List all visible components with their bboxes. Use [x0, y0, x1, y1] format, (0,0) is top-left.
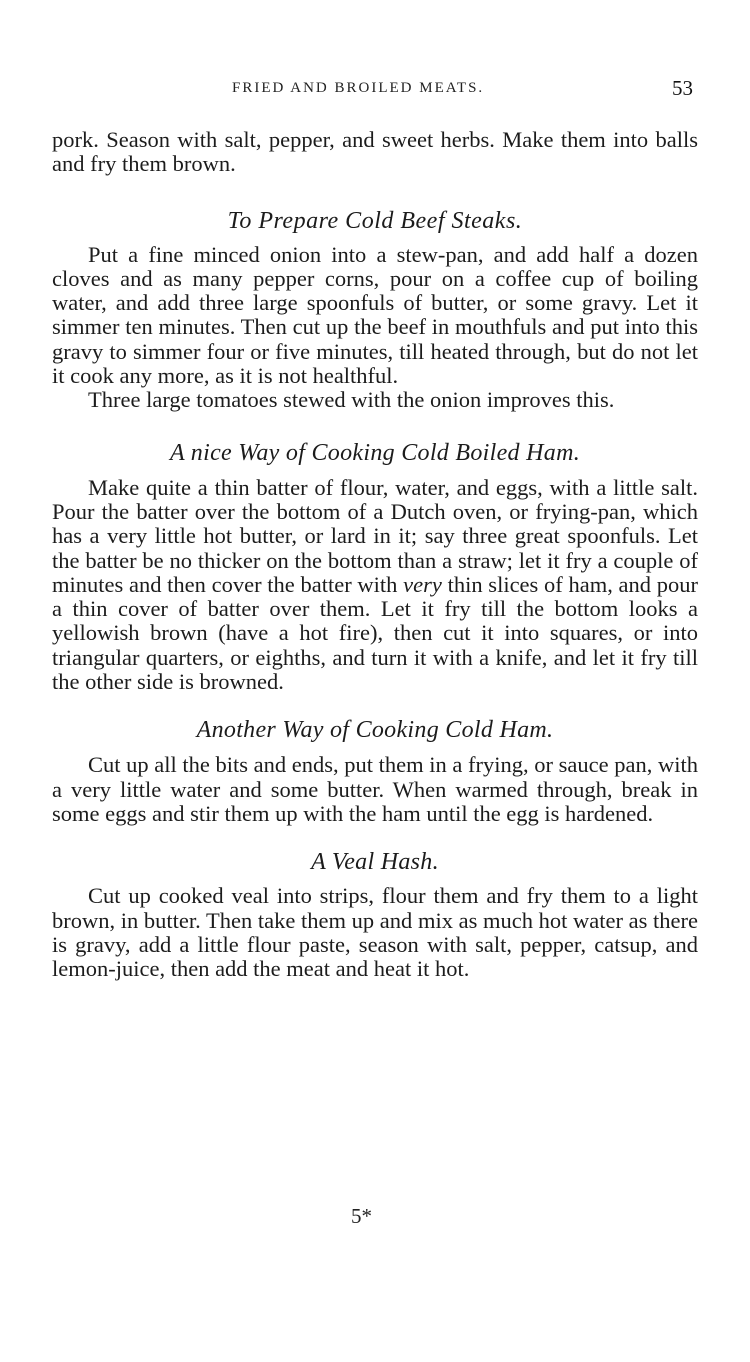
recipe-paragraph-cold-ham: Cut up all the bits and ends, put them in a frying, or sauce pan, with a very little water and some butter. When warmed through, break in some eggs and stir them up with the ham until the egg is hardened.: [52, 752, 698, 826]
recipe-paragraph-veal-hash: Cut up cooked veal into strips, flour them and fry them to a light brown, in butter. Then take them up and mix as much hot water as there is gravy, add a little flour paste, season with salt, pepper, catsup, and lemon-juice, then add the meat and heat it hot.: [52, 883, 698, 982]
text-segment: thin slices of ham, and pour a thin cover of batter over them. Let it fry till the bottom looks a yellowish brown (have a hot fire), then cut it into squares, or into triangular quarters, or eighths, and turn it with a knife, and let it fry till the other side is browned.: [52, 571, 698, 695]
continuation-paragraph: pork. Season with salt, pepper, and sweet herbs. Make them into balls and fry them brown.: [52, 127, 698, 177]
running-title: FRIED AND BROILED MEATS.: [232, 80, 485, 96]
recipe-note-tomatoes: Three large tomatoes stewed with the onion improves this.: [88, 387, 615, 413]
page-number: 53: [672, 76, 693, 100]
page-body: [52, 128, 698, 981]
signature-mark: 5*: [351, 1204, 372, 1228]
recipe-title-veal-hash: A Veal Hash.: [311, 849, 439, 876]
recipe-title-cold-boiled-ham: A nice Way of Cooking Cold Boiled Ham.: [169, 439, 581, 466]
recipe-paragraph-cold-boiled-ham: [52, 476, 698, 695]
text-segment: Make quite a thin batter of flour, water, and eggs, with a little salt. Pour the batter over the bottom of a Dutch oven, or frying-pan, which has a very little hot butter, or lard in it; say three great spoonfuls. Let the batter be no thicker on the bottom than a straw; let it fry a couple of minutes and then cover the batter with: [52, 474, 698, 597]
recipe-title-cold-beef-steaks: To Prepare Cold Beef Steaks.: [227, 207, 523, 234]
emphasized-word: very: [403, 571, 442, 597]
running-head: [0, 76, 750, 106]
recipe-title-cold-ham: Another Way of Cooking Cold Ham.: [196, 717, 554, 744]
recipe-paragraph-cold-beef-steaks: Put a fine minced onion into a stew-pan, and add half a dozen cloves and as many pepper corns, pour on a coffee cup of boiling water, and add three large spoonfuls of butter, or some gravy. Let it simmer ten minutes. Then cut up the beef in mouthfuls and put into this gravy to simmer four or five minutes, till heated through, but do not let it cook any more, as it is not healthful.: [52, 241, 698, 389]
